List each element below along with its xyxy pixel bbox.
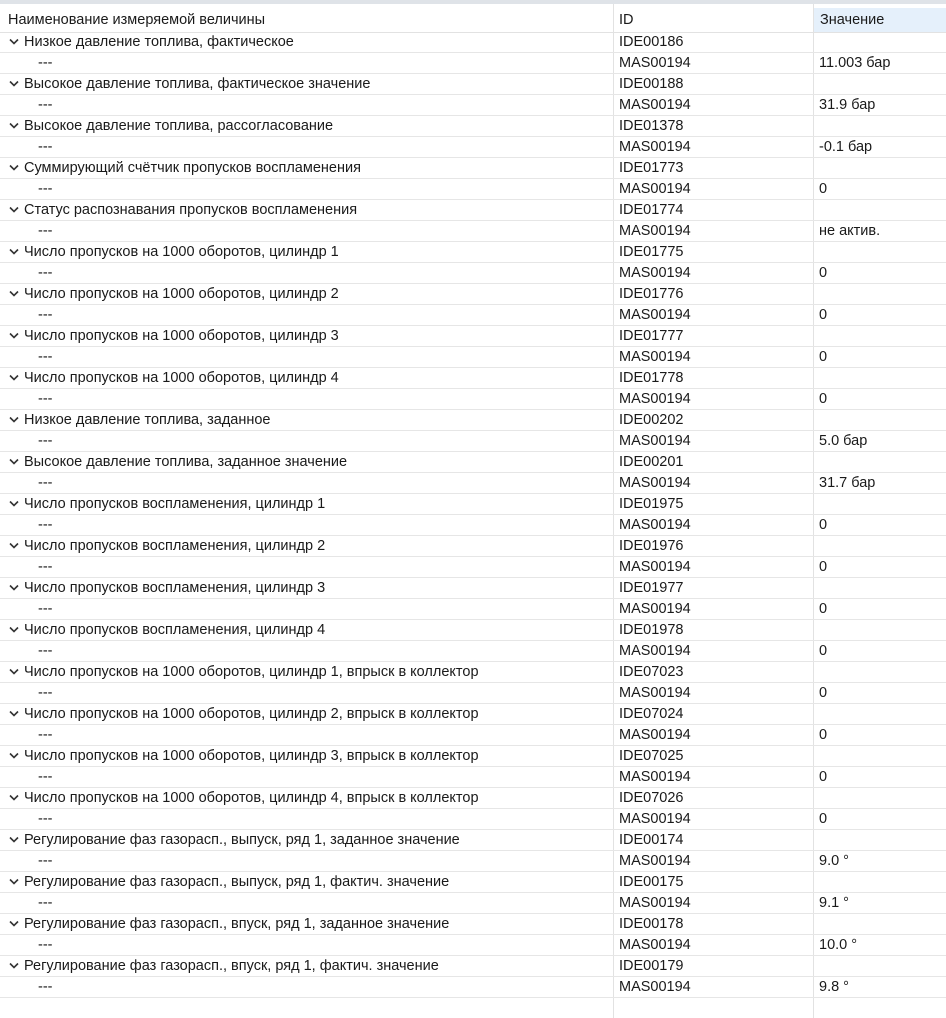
row-name-cell (8, 53, 608, 73)
row-name-label: --- (38, 139, 53, 155)
column-header-row (0, 8, 946, 33)
row-name-cell (8, 746, 608, 766)
row-id-cell: MAS00194 (619, 139, 691, 155)
row-value-cell (819, 326, 944, 346)
row-id-cell: IDE07024 (619, 706, 684, 722)
row-value-cell: не актив. (819, 223, 881, 239)
tree-group-row[interactable] (0, 662, 946, 683)
row-id-cell: IDE00174 (619, 832, 684, 848)
row-value-cell (819, 536, 944, 556)
row-name-label: --- (38, 349, 53, 365)
row-name-cell (8, 704, 608, 724)
tree-group-row[interactable] (0, 788, 946, 809)
row-name-label: Число пропусков на 1000 оборотов, цилиндр 2, впрыск в коллектор (24, 706, 479, 722)
row-value-cell: 0 (819, 391, 828, 407)
tree-group-row[interactable] (0, 32, 946, 53)
row-name-label: Низкое давление топлива, заданное (24, 412, 271, 428)
row-value-cell (819, 578, 944, 598)
tree-child-row[interactable] (0, 515, 946, 536)
tree-group-row[interactable] (0, 872, 946, 893)
column-header-value[interactable]: Значение (814, 8, 946, 32)
row-value-cell: 0 (819, 811, 828, 827)
row-name-label: --- (38, 811, 53, 827)
tree-group-row[interactable] (0, 410, 946, 431)
chevron-down-icon[interactable] (8, 326, 22, 346)
tree-child-row[interactable] (0, 389, 946, 410)
row-id-cell: MAS00194 (619, 853, 691, 869)
row-name-label: Число пропусков воспламенения, цилиндр 4 (24, 622, 326, 638)
row-id-cell: MAS00194 (619, 559, 691, 575)
row-name-label: --- (38, 181, 53, 197)
chevron-down-icon[interactable] (8, 662, 22, 682)
row-name-cell (8, 431, 608, 451)
row-name-cell (8, 851, 608, 871)
row-value-cell: 9.8 ° (819, 979, 849, 995)
chevron-down-icon[interactable] (8, 452, 22, 472)
row-id-cell: MAS00194 (619, 517, 691, 533)
row-value-cell (819, 788, 944, 808)
row-id-cell: MAS00194 (619, 685, 691, 701)
row-id-cell: IDE01776 (619, 286, 684, 302)
row-value-cell: 0 (819, 307, 828, 323)
row-id-cell: IDE01978 (619, 622, 684, 638)
tree-group-row[interactable] (0, 914, 946, 935)
chevron-down-icon[interactable] (8, 956, 22, 976)
row-id-cell: IDE01976 (619, 538, 684, 554)
row-name-cell (8, 977, 608, 997)
tree-child-row[interactable] (0, 305, 946, 326)
tree-group-row[interactable] (0, 158, 946, 179)
row-name-label: Суммирующий счётчик пропусков воспламенения (24, 160, 361, 176)
row-name-cell (8, 914, 608, 934)
row-value-cell: 9.1 ° (819, 895, 849, 911)
row-id-cell: IDE00179 (619, 958, 684, 974)
row-name-label: Число пропусков воспламенения, цилиндр 2 (24, 538, 326, 554)
row-value-cell (819, 662, 944, 682)
row-name-label: Число пропусков на 1000 оборотов, цилиндр 4 (24, 370, 339, 386)
row-name-label: Число пропусков на 1000 оборотов, цилиндр 1, впрыск в коллектор (24, 664, 479, 680)
row-name-cell (8, 347, 608, 367)
row-id-cell: MAS00194 (619, 433, 691, 449)
row-name-cell (8, 725, 608, 745)
tree-child-row[interactable] (0, 935, 946, 956)
row-value-cell: 0 (819, 643, 828, 659)
row-name-label: --- (38, 895, 53, 911)
row-name-cell (8, 788, 608, 808)
row-name-label: Число пропусков на 1000 оборотов, цилиндр 3 (24, 328, 339, 344)
row-value-cell: -0.1 бар (819, 139, 873, 155)
row-name-cell (8, 830, 608, 850)
row-value-cell: 0 (819, 727, 828, 743)
tree-child-row[interactable] (0, 683, 946, 704)
row-name-label: Число пропусков на 1000 оборотов, цилиндр 1 (24, 244, 339, 260)
tree-group-row[interactable] (0, 620, 946, 641)
row-value-cell: 5.0 бар (819, 433, 868, 449)
row-value-cell: 9.0 ° (819, 853, 849, 869)
tree-child-row[interactable] (0, 557, 946, 578)
row-name-cell (8, 242, 608, 262)
row-id-cell: IDE01777 (619, 328, 684, 344)
tree-child-row[interactable] (0, 137, 946, 158)
chevron-down-icon[interactable] (8, 368, 22, 388)
row-name-label: --- (38, 979, 53, 995)
row-name-cell (8, 368, 608, 388)
tree-group-row[interactable] (0, 326, 946, 347)
tree-child-row[interactable] (0, 347, 946, 368)
row-value-cell: 0 (819, 349, 828, 365)
row-name-cell (8, 284, 608, 304)
top-border (0, 0, 946, 4)
chevron-down-icon[interactable] (8, 620, 22, 640)
row-name-cell (8, 200, 608, 220)
row-name-label: --- (38, 433, 53, 449)
chevron-down-icon[interactable] (8, 788, 22, 808)
row-id-cell: IDE01778 (619, 370, 684, 386)
tree-child-row[interactable] (0, 641, 946, 662)
row-value-cell (819, 242, 944, 262)
chevron-down-icon[interactable] (8, 746, 22, 766)
row-value-cell: 0 (819, 559, 828, 575)
row-value-cell: 10.0 ° (819, 937, 858, 953)
row-name-cell (8, 893, 608, 913)
row-name-label: --- (38, 475, 53, 491)
row-name-label: --- (38, 391, 53, 407)
tree-group-row[interactable] (0, 536, 946, 557)
row-id-cell: MAS00194 (619, 811, 691, 827)
row-id-cell: MAS00194 (619, 97, 691, 113)
tree-child-row[interactable] (0, 599, 946, 620)
row-value-cell (819, 410, 944, 430)
column-header-name[interactable]: Наименование измеряемой величины (8, 12, 266, 28)
chevron-down-icon[interactable] (8, 200, 22, 220)
row-name-cell (8, 116, 608, 136)
row-name-cell (8, 578, 608, 598)
row-name-cell (8, 410, 608, 430)
row-name-label: --- (38, 643, 53, 659)
row-id-cell: MAS00194 (619, 223, 691, 239)
row-name-label: Число пропусков на 1000 оборотов, цилиндр 2 (24, 286, 339, 302)
row-name-cell (8, 74, 608, 94)
row-name-label: Высокое давление топлива, заданное значение (24, 454, 348, 470)
row-name-label: --- (38, 517, 53, 533)
tree-group-row[interactable] (0, 74, 946, 95)
row-name-label: --- (38, 853, 53, 869)
chevron-down-icon[interactable] (8, 116, 22, 136)
row-name-cell (8, 641, 608, 661)
row-value-cell: 0 (819, 769, 828, 785)
row-name-cell (8, 599, 608, 619)
row-name-label: Регулирование фаз газорасп., впуск, ряд 1, заданное значение (24, 916, 450, 932)
row-name-cell (8, 872, 608, 892)
row-value-cell (819, 872, 944, 892)
row-name-label: --- (38, 223, 53, 239)
row-name-cell (8, 494, 608, 514)
row-id-cell: MAS00194 (619, 601, 691, 617)
row-name-label: Регулирование фаз газорасп., выпуск, ряд 1, заданное значение (24, 832, 460, 848)
row-id-cell: MAS00194 (619, 769, 691, 785)
row-name-cell (8, 557, 608, 577)
row-id-cell: MAS00194 (619, 643, 691, 659)
row-value-cell: 0 (819, 685, 828, 701)
row-name-cell (8, 389, 608, 409)
tree-child-row[interactable] (0, 431, 946, 452)
row-name-label: --- (38, 601, 53, 617)
row-value-cell (819, 158, 944, 178)
chevron-down-icon[interactable] (8, 872, 22, 892)
row-id-cell: IDE01975 (619, 496, 684, 512)
row-value-cell (819, 956, 944, 976)
row-name-label: --- (38, 55, 53, 71)
row-name-label: Число пропусков на 1000 оборотов, цилиндр 4, впрыск в коллектор (24, 790, 479, 806)
row-value-cell (819, 494, 944, 514)
row-name-label: --- (38, 769, 53, 785)
row-name-cell (8, 305, 608, 325)
tree-child-row[interactable] (0, 893, 946, 914)
row-id-cell: MAS00194 (619, 307, 691, 323)
row-value-cell: 0 (819, 601, 828, 617)
row-name-label: Число пропусков воспламенения, цилиндр 1 (24, 496, 326, 512)
row-name-label: Регулирование фаз газорасп., впуск, ряд 1, фактич. значение (24, 958, 439, 974)
row-id-cell: IDE00175 (619, 874, 684, 890)
row-id-cell: IDE01775 (619, 244, 684, 260)
row-name-label: Число пропусков на 1000 оборотов, цилиндр 3, впрыск в коллектор (24, 748, 479, 764)
row-value-cell (819, 284, 944, 304)
row-id-cell: IDE01773 (619, 160, 684, 176)
row-name-cell (8, 620, 608, 640)
tree-group-row[interactable] (0, 284, 946, 305)
row-name-cell (8, 179, 608, 199)
row-name-cell (8, 935, 608, 955)
row-name-label: Высокое давление топлива, рассогласование (24, 118, 334, 134)
tree-rows (0, 32, 946, 998)
chevron-down-icon[interactable] (8, 536, 22, 556)
row-value-cell: 0 (819, 517, 828, 533)
tree-group-row[interactable] (0, 956, 946, 977)
chevron-down-icon[interactable] (8, 158, 22, 178)
row-id-cell: IDE00188 (619, 76, 684, 92)
row-value-cell: 11.003 бар (819, 55, 891, 71)
tree-child-row[interactable] (0, 473, 946, 494)
tree-group-row[interactable] (0, 200, 946, 221)
chevron-down-icon[interactable] (8, 914, 22, 934)
row-name-cell (8, 515, 608, 535)
row-name-cell (8, 536, 608, 556)
tree-group-row[interactable] (0, 242, 946, 263)
row-name-label: Статус распознавания пропусков воспламенения (24, 202, 358, 218)
row-id-cell: IDE00178 (619, 916, 684, 932)
row-value-cell (819, 704, 944, 724)
row-id-cell: MAS00194 (619, 979, 691, 995)
tree-group-row[interactable] (0, 452, 946, 473)
tree-child-row[interactable] (0, 851, 946, 872)
tree-child-row[interactable] (0, 263, 946, 284)
tree-group-row[interactable] (0, 704, 946, 725)
row-name-cell (8, 158, 608, 178)
row-id-cell: IDE00201 (619, 454, 684, 470)
tree-child-row[interactable] (0, 95, 946, 116)
tree-child-row[interactable] (0, 179, 946, 200)
tree-child-row[interactable] (0, 221, 946, 242)
tree-child-row[interactable] (0, 53, 946, 74)
row-value-cell: 31.9 бар (819, 97, 876, 113)
row-name-cell (8, 95, 608, 115)
chevron-down-icon[interactable] (8, 74, 22, 94)
row-value-cell (819, 452, 944, 472)
row-id-cell: IDE01378 (619, 118, 684, 134)
row-name-cell (8, 473, 608, 493)
row-name-label: --- (38, 685, 53, 701)
tree-group-row[interactable] (0, 368, 946, 389)
chevron-down-icon[interactable] (8, 284, 22, 304)
chevron-down-icon[interactable] (8, 704, 22, 724)
row-name-cell (8, 452, 608, 472)
row-name-cell (8, 263, 608, 283)
row-name-cell (8, 137, 608, 157)
row-name-cell (8, 326, 608, 346)
row-name-cell (8, 221, 608, 241)
tree-child-row[interactable] (0, 767, 946, 788)
row-name-cell (8, 662, 608, 682)
tree-group-row[interactable] (0, 116, 946, 137)
row-name-label: Регулирование фаз газорасп., выпуск, ряд 1, фактич. значение (24, 874, 450, 890)
row-id-cell: MAS00194 (619, 55, 691, 71)
chevron-down-icon[interactable] (8, 578, 22, 598)
row-name-label: --- (38, 265, 53, 281)
row-id-cell: MAS00194 (619, 391, 691, 407)
row-value-cell (819, 830, 944, 850)
row-name-label: --- (38, 97, 53, 113)
row-value-cell: 0 (819, 181, 828, 197)
row-id-cell: IDE01977 (619, 580, 684, 596)
row-name-cell (8, 809, 608, 829)
row-name-label: Низкое давление топлива, фактическое (24, 34, 294, 50)
row-id-cell: MAS00194 (619, 181, 691, 197)
row-id-cell: IDE00186 (619, 34, 684, 50)
row-name-cell (8, 683, 608, 703)
row-name-label: Высокое давление топлива, фактическое значение (24, 76, 371, 92)
row-id-cell: MAS00194 (619, 937, 691, 953)
tree-group-row[interactable] (0, 494, 946, 515)
row-value-cell (819, 746, 944, 766)
row-value-cell: 0 (819, 265, 828, 281)
chevron-down-icon[interactable] (8, 242, 22, 262)
tree-child-row[interactable] (0, 977, 946, 998)
row-value-cell (819, 74, 944, 94)
row-id-cell: IDE00202 (619, 412, 684, 428)
row-value-cell (819, 32, 944, 52)
tree-child-row[interactable] (0, 725, 946, 746)
row-id-cell: IDE07026 (619, 790, 684, 806)
row-name-label: --- (38, 937, 53, 953)
row-value-cell (819, 620, 944, 640)
row-value-cell (819, 200, 944, 220)
row-name-label: --- (38, 559, 53, 575)
row-value-cell (819, 914, 944, 934)
column-header-id[interactable]: ID (619, 12, 634, 28)
row-id-cell: IDE01774 (619, 202, 684, 218)
row-name-label: --- (38, 727, 53, 743)
row-id-cell: MAS00194 (619, 265, 691, 281)
row-name-cell (8, 32, 608, 52)
row-id-cell: IDE07023 (619, 664, 684, 680)
row-value-cell (819, 368, 944, 388)
tree-group-row[interactable] (0, 830, 946, 851)
row-id-cell: MAS00194 (619, 349, 691, 365)
chevron-down-icon[interactable] (8, 494, 22, 514)
tree-child-row[interactable] (0, 809, 946, 830)
row-id-cell: MAS00194 (619, 475, 691, 491)
row-name-label: Число пропусков воспламенения, цилиндр 3 (24, 580, 326, 596)
row-id-cell: MAS00194 (619, 727, 691, 743)
tree-group-row[interactable] (0, 578, 946, 599)
row-name-label: --- (38, 307, 53, 323)
chevron-down-icon[interactable] (8, 32, 22, 52)
row-id-cell: IDE07025 (619, 748, 684, 764)
row-value-cell: 31.7 бар (819, 475, 876, 491)
tree-group-row[interactable] (0, 746, 946, 767)
chevron-down-icon[interactable] (8, 410, 22, 430)
row-name-cell (8, 767, 608, 787)
row-value-cell (819, 116, 944, 136)
row-name-cell (8, 956, 608, 976)
row-id-cell: MAS00194 (619, 895, 691, 911)
chevron-down-icon[interactable] (8, 830, 22, 850)
